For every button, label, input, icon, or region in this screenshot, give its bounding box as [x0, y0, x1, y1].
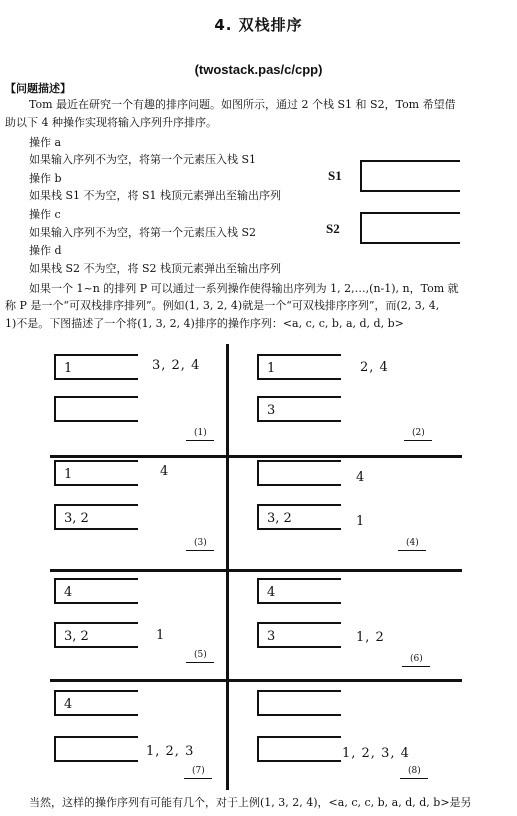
- panel-4-output: 1: [356, 514, 366, 529]
- panel-7-caption: (7): [192, 766, 205, 776]
- operation-desc: 如果栈 S1 不为空，将 S1 栈顶元素弹出至输出序列: [29, 189, 282, 202]
- operation-title: 操作 d: [29, 244, 62, 257]
- operation-title: 操作 a: [29, 136, 62, 149]
- panel-3-input: 4: [160, 464, 170, 479]
- panel-7-s2: [54, 736, 138, 762]
- figure-divider: [50, 569, 462, 572]
- operation-desc: 如果栈 S2 不为空，将 S2 栈顶元素弹出至输出序列: [29, 262, 282, 275]
- panel-4-caption: (4): [406, 538, 419, 548]
- caption-underline: [186, 440, 214, 441]
- panel-1-s1: 1: [54, 354, 138, 380]
- caption-underline: [400, 778, 428, 779]
- panel-7-s1: 4: [54, 690, 138, 716]
- section-heading: 【问题描述】: [5, 82, 71, 95]
- file-names: (twostack.pas/c/cpp): [194, 62, 323, 77]
- paragraph-line: 称 P 是一个“可双栈排序排列”。例如(1, 3, 2, 4)就是一个“可双栈排序序列”，而(2, 3, 4,: [5, 299, 440, 312]
- panel-6-s2: 3: [257, 622, 341, 648]
- paragraph-line: 如果一个 1~n 的排列 P 可以通过一系列操作使得输出序列为 1, 2,…,(n-1), n，Tom 就: [29, 282, 459, 295]
- stack-s1-label: S1: [328, 168, 342, 183]
- panel-8-caption: (8): [408, 766, 421, 776]
- page-title: 4. 双栈排序: [214, 16, 303, 34]
- panel-4-s2: 3, 2: [257, 504, 341, 530]
- panel-6-s1: 4: [257, 578, 341, 604]
- panel-4-input: 4: [356, 470, 366, 485]
- panel-2-input: 2, 4: [360, 360, 389, 375]
- panel-8-input: 1, 2, 3, 4: [342, 746, 410, 761]
- figure-divider: [50, 679, 462, 682]
- caption-underline: [398, 550, 426, 551]
- panel-2-s1: 1: [257, 354, 341, 380]
- caption-underline: [184, 778, 212, 779]
- panel-2-caption: (2): [412, 428, 425, 438]
- paragraph-line: 当然，这样的操作序列有可能有几个，对于上例(1, 3, 2, 4)，<a, c, c, b, a, d, d, b>是另: [29, 796, 472, 809]
- panel-6-caption: (6): [410, 654, 423, 664]
- panel-3-caption: (3): [194, 538, 207, 548]
- panel-5-input: 1: [156, 628, 166, 643]
- panel-3-s2: 3, 2: [54, 504, 138, 530]
- operation-title: 操作 c: [29, 208, 61, 221]
- figure-divider: [50, 455, 462, 458]
- operation-desc: 如果输入序列不为空，将第一个元素压入栈 S2: [29, 226, 257, 239]
- paragraph-line: Tom 最近在研究一个有趣的排序问题。如图所示，通过 2 个栈 S1 和 S2，Tom 希望借: [29, 98, 456, 111]
- panel-1-input: 3, 2, 4: [152, 358, 201, 373]
- panel-8-s1: [257, 690, 341, 716]
- caption-underline: [402, 666, 430, 667]
- stack-s2-label: S2: [326, 221, 340, 236]
- panel-2-s2: 3: [257, 396, 341, 422]
- caption-underline: [186, 550, 214, 551]
- figure-divider-vertical: [226, 344, 229, 790]
- panel-3-s1: 1: [54, 460, 138, 486]
- paragraph-line: 助以下 4 种操作实现将输入序列升序排序。: [5, 116, 217, 129]
- panel-1-s2: [54, 396, 138, 422]
- panel-5-s2: 3, 2: [54, 622, 138, 648]
- panel-6-input: 1, 2: [356, 630, 385, 645]
- panel-4-s1: [257, 460, 341, 486]
- panel-5-caption: (5): [194, 650, 207, 660]
- operation-title: 操作 b: [29, 172, 62, 185]
- panel-1-caption: (1): [194, 428, 207, 438]
- caption-underline: [404, 440, 432, 441]
- paragraph-line: 1)不是。下图描述了一个将(1, 3, 2, 4)排序的操作序列：<a, c, c, b, a, d, d, b>: [5, 317, 404, 330]
- panel-5-s1: 4: [54, 578, 138, 604]
- panel-7-input: 1, 2, 3: [146, 744, 195, 759]
- caption-underline: [186, 662, 214, 663]
- operation-desc: 如果输入序列不为空，将第一个元素压入栈 S1: [29, 153, 257, 166]
- panel-8-s2: [257, 736, 341, 762]
